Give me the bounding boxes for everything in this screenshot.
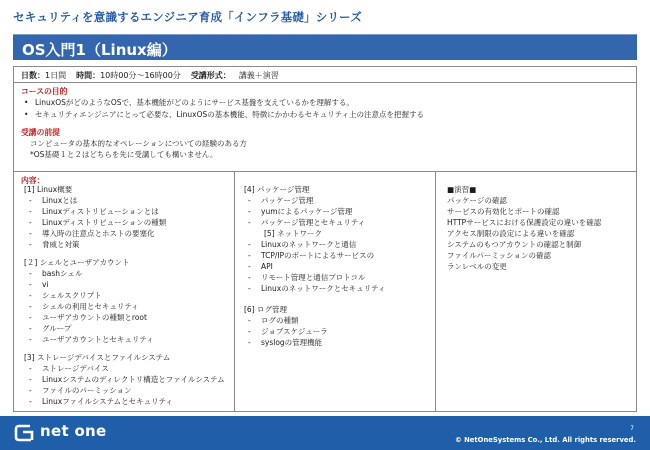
list-item: - bashシェル xyxy=(29,269,83,278)
list-item: - syslogの管理機能 xyxy=(248,338,323,347)
dash-icon: - xyxy=(29,302,32,311)
dash-icon: - xyxy=(29,207,32,216)
dash-icon: - xyxy=(29,335,32,344)
dash-icon: - xyxy=(248,240,251,249)
copyright: © NetOneSystems Co., Ltd. All rights reserved. xyxy=(454,436,636,444)
prereq-line: *OS基礎１と２はどちらを先に受講しても構いません。 xyxy=(30,150,218,159)
logo-text: net one xyxy=(40,422,107,440)
section-title: [3] ストレージデバイスとファイルシステム xyxy=(24,353,171,362)
section-title: [1] Linux概要 xyxy=(24,185,73,194)
list-item: - ユーザアカウントの種類とroot xyxy=(29,313,147,322)
time-value: 10時00分～16時00分 xyxy=(100,71,181,80)
dash-icon: - xyxy=(29,229,32,238)
dash-icon: - xyxy=(29,240,32,249)
dash-icon: - xyxy=(248,284,251,293)
list-item: - リモート管理と通信プロトコル xyxy=(248,273,366,282)
list-item: - ログの種類 xyxy=(248,316,299,325)
content-label: 内容： xyxy=(21,176,45,185)
dash-icon: - xyxy=(248,207,251,216)
list-item: - シェルの利用とセキュリティ xyxy=(29,302,139,311)
format-label: 受講形式： xyxy=(190,71,231,80)
days-label: 日数： xyxy=(21,71,45,80)
dash-icon: - xyxy=(248,262,251,271)
footer-bar xyxy=(0,416,650,450)
content-column-2 xyxy=(235,172,436,411)
list-item: - yumによるパッケージ管理 xyxy=(248,207,353,216)
dash-icon: - xyxy=(29,375,32,384)
dash-icon: - xyxy=(248,218,251,227)
exercise-title: ■演習■ xyxy=(447,185,477,194)
goal-label: コースの目的 xyxy=(21,87,68,96)
prereq-label: 受講の前提 xyxy=(21,128,60,137)
exercise-item: アクセス制限の設定による違いを確認 xyxy=(447,229,575,238)
dash-icon: - xyxy=(29,364,32,373)
list-item: - パッケージ管理とセキュリティ xyxy=(248,218,366,227)
section-title: [２] シェルとユーザアカウント xyxy=(24,258,130,267)
content-column-1 xyxy=(14,172,235,411)
list-item: - ストレージデバイス xyxy=(29,364,109,373)
list-item: - API xyxy=(248,262,273,271)
exercise-item: ランレベルの変更 xyxy=(447,262,507,271)
section-title: [5] ネットワーク xyxy=(264,229,323,238)
exercise-item: HTTPサービスにおける保護設定の違いを確認 xyxy=(447,218,602,227)
dash-icon: - xyxy=(248,327,251,336)
section-title: [6] ログ管理 xyxy=(244,305,288,314)
series-title: セキュリティを意識するエンジニア育成「インフラ基礎」シリーズ xyxy=(13,10,362,24)
netone-logo-icon xyxy=(14,423,36,443)
format-value: 講義＋演習 xyxy=(238,71,279,80)
list-item: - vi xyxy=(29,280,49,289)
list-item: - シェルスクリプト xyxy=(29,291,102,300)
content-column-3 xyxy=(436,172,636,411)
dash-icon: - xyxy=(248,338,251,347)
list-item: - 脅威と対策 xyxy=(29,240,80,249)
goal-item: • セキュリティエンジニアにとって必要な、LinuxOSの基本機能、特徴にかかわるセキュリティ上の注意点を把握する xyxy=(24,110,425,119)
list-item: - TCP/IPのポートによるサービスの xyxy=(248,251,375,260)
goal-item: • LinuxOSがどのようなOSで、基本機能がどのようにサービス基盤を支えているかを理解する。 xyxy=(24,98,354,107)
exercise-item: システムのもつアカウントの確認と制御 xyxy=(447,240,582,249)
exercise-item: ファイルパーミッションの確認 xyxy=(447,251,552,260)
days-value: 1日間 xyxy=(45,71,67,80)
list-item: - Linuxシステムのディレクトリ構造とファイルシステム xyxy=(29,375,225,384)
dash-icon: - xyxy=(29,313,32,322)
prereq-line: コンピュータの基本的なオペレーションについての経験のある方 xyxy=(30,139,248,148)
dash-icon: - xyxy=(29,218,32,227)
exercise-item: サービスの有効化とポートの確認 xyxy=(447,207,560,216)
dash-icon: - xyxy=(29,386,32,395)
course-content-box xyxy=(13,171,637,412)
bullet-icon: • xyxy=(24,110,29,119)
dash-icon: - xyxy=(248,251,251,260)
list-item: - ユーザアカウントとセキュリティ xyxy=(29,335,154,344)
list-item: - Linuxディストリビューションの種類 xyxy=(29,218,167,227)
dash-icon: - xyxy=(29,280,32,289)
list-item: - Linuxディストリビューションとは xyxy=(29,207,159,216)
dash-icon: - xyxy=(29,269,32,278)
list-item: - Linuxファイルシステムとセキュリティ xyxy=(29,397,173,406)
time-label: 時間： xyxy=(76,71,101,80)
list-item: - Linuxとは xyxy=(29,196,78,205)
list-item: - 導入時の注意点とホストの要塞化 xyxy=(29,229,155,238)
bullet-icon: • xyxy=(24,98,29,107)
dash-icon: - xyxy=(248,316,251,325)
dash-icon: - xyxy=(29,196,32,205)
dash-icon: - xyxy=(29,324,32,333)
dash-icon: - xyxy=(29,291,32,300)
list-item: - パッケージ管理 xyxy=(248,196,314,205)
list-item: - ファイルのパーミッション xyxy=(29,386,132,395)
page-number: 7 xyxy=(630,425,634,432)
list-item: - グループ xyxy=(29,324,72,333)
course-overview-box xyxy=(13,82,637,172)
list-item: - ジョブスケジューラ xyxy=(248,327,328,336)
course-title: OS入門1（Linux編） xyxy=(22,41,177,59)
list-item: - Linuxのネットワークと通信 xyxy=(248,240,357,249)
course-info-row xyxy=(13,66,637,83)
section-title: [4] パッケージ管理 xyxy=(244,185,310,194)
dash-icon: - xyxy=(29,397,32,406)
dash-icon: - xyxy=(248,196,251,205)
list-item: - Linuxのネットワークとセキュリティ xyxy=(248,284,386,293)
exercise-item: パッケージの確認 xyxy=(447,196,507,205)
course-title-bar xyxy=(13,34,637,60)
dash-icon: - xyxy=(248,273,251,282)
